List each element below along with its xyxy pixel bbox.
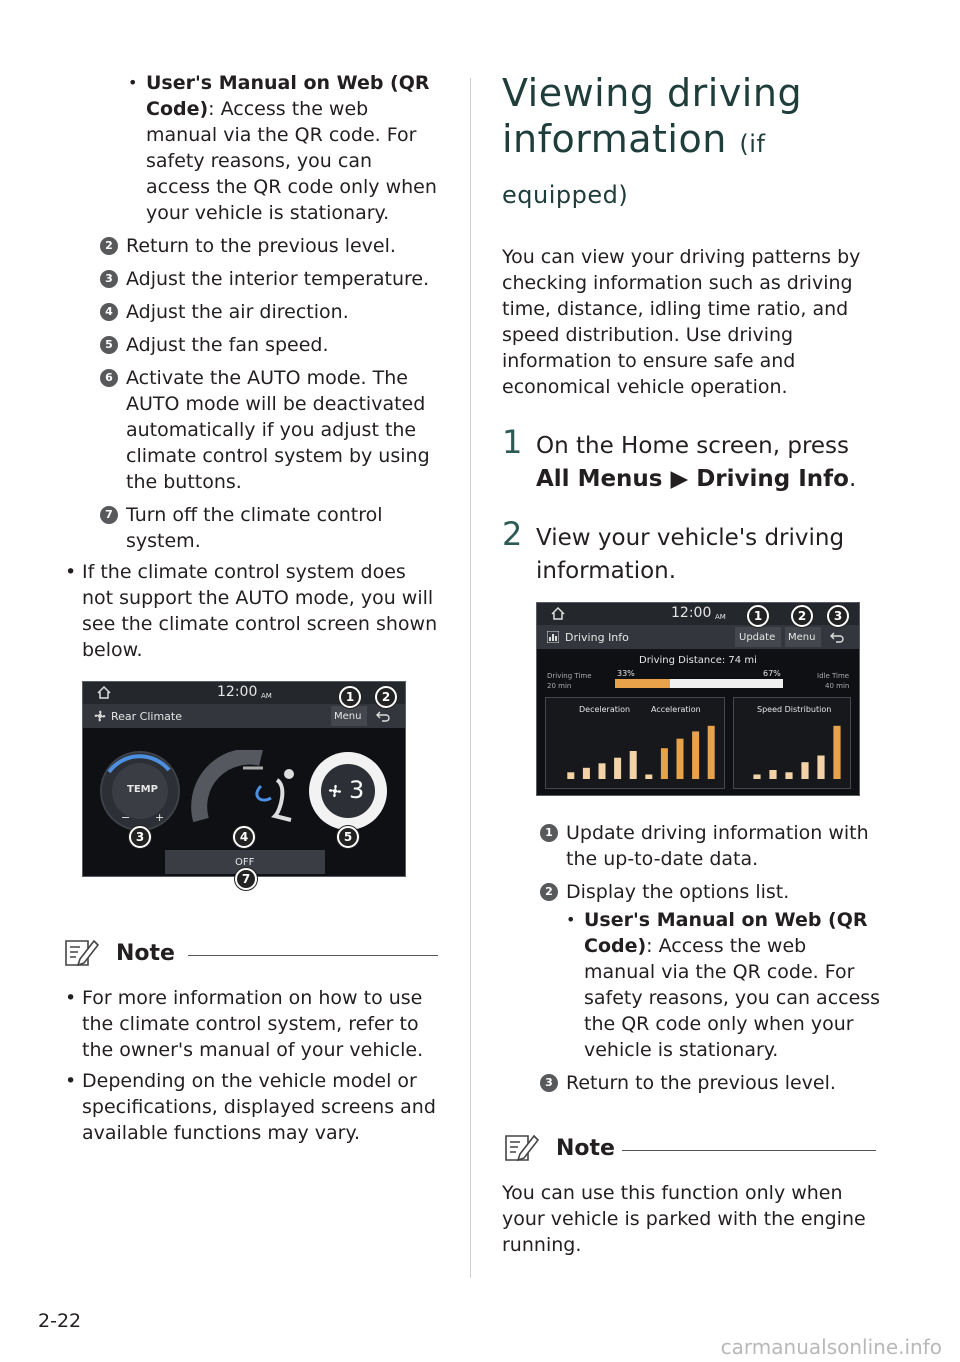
update-label: Update	[739, 632, 776, 643]
item-text: Turn off the climate control system.	[126, 504, 383, 552]
item-text: Update driving information with the up-to-date data.	[566, 822, 869, 870]
item-text: Adjust the air direction.	[126, 301, 349, 323]
chart-bar	[753, 775, 760, 780]
home-icon[interactable]	[97, 686, 111, 699]
chart-bar	[692, 731, 699, 779]
step-period: .	[848, 466, 857, 492]
home-icon[interactable]	[551, 607, 565, 620]
left-column	[62, 70, 440, 1146]
page-number: 2-22	[38, 1310, 82, 1332]
driving-distance: Driving Distance: 74 mi	[639, 655, 757, 666]
title-line-1: Viewing driving	[502, 71, 803, 115]
item-text: Adjust the fan speed.	[126, 334, 329, 356]
fan-speed-icon	[327, 783, 343, 799]
callout-badge: 4	[233, 826, 255, 848]
driving-time-value: 20 min	[547, 682, 572, 690]
callout-badge: 1	[747, 605, 769, 627]
number-badge: 4	[100, 303, 118, 321]
callout-badge: 7	[235, 868, 257, 890]
chart-bar	[599, 763, 606, 779]
chart-icon	[547, 631, 559, 643]
note-rule	[622, 1150, 876, 1151]
list-item	[100, 502, 440, 554]
chart-bar	[817, 756, 824, 780]
back-icon[interactable]	[829, 630, 845, 644]
auto-mode-bullet: • If the climate control system does not support the AUTO mode, you will see the climate control screen shown below.	[62, 559, 440, 663]
note-icon	[62, 935, 100, 969]
list-item	[100, 299, 440, 325]
idle-time-pct: 67%	[763, 669, 781, 678]
list-item	[100, 332, 440, 358]
acceleration-label: Acceleration	[651, 705, 701, 714]
deceleration-label: Deceleration	[579, 705, 631, 714]
temp-plus[interactable]: +	[155, 811, 165, 824]
driving-time-pct: 33%	[617, 669, 635, 678]
item-text: Adjust the interior temperature.	[126, 268, 430, 290]
note-header	[62, 935, 440, 975]
speed-distribution-label: Speed Distribution	[757, 705, 832, 714]
item-text: Return to the previous level.	[126, 235, 396, 257]
menu-label: Menu	[788, 632, 816, 643]
driving-time-fill	[615, 679, 670, 688]
clock-ampm: AM	[715, 613, 726, 621]
list-item	[540, 820, 882, 872]
menu-label: Menu	[334, 711, 362, 722]
note-header	[502, 1130, 882, 1170]
chart-bar	[567, 772, 574, 779]
title-suffix: (if equipped)	[502, 130, 766, 209]
chart-bar	[801, 762, 808, 779]
chart-bar	[708, 726, 715, 779]
fan-speed-dial[interactable]	[307, 750, 389, 832]
speed-chart	[749, 719, 845, 779]
item-text: Activate the AUTO mode. The AUTO mode will be deactivated automatically if you adjust the climate control system by using the buttons.	[126, 367, 430, 493]
number-badge: 1	[540, 824, 558, 842]
list-item	[100, 266, 440, 292]
item-text: Display the options list.	[566, 881, 790, 903]
chart-bar	[769, 770, 776, 779]
acceleration-chart	[563, 719, 719, 779]
chart-bar	[785, 772, 792, 779]
all-menus-label: All Menus	[536, 466, 663, 492]
chart-bar	[833, 726, 840, 779]
arrow-icon: ▶	[662, 466, 697, 492]
web-manual-text: : Access the web manual via the QR code. For safety reasons, you can access the QR code only when your vehicle is stationary.	[584, 935, 881, 1061]
item-text: Return to the previous level.	[566, 1072, 836, 1094]
note-bullet: • For more information on how to use the climate control system, refer to the owner's manual of your vehicle.	[62, 985, 440, 1063]
web-manual-bullet	[564, 907, 882, 1063]
idle-time-value: 40 min	[825, 682, 850, 690]
step-2	[502, 515, 882, 588]
number-badge: 3	[100, 270, 118, 288]
list-item	[100, 233, 440, 259]
number-badge: 2	[540, 883, 558, 901]
web-manual-bullet	[126, 70, 440, 226]
idle-time-label: Idle Time	[817, 672, 850, 680]
list-item	[540, 879, 882, 905]
callout-badge: 3	[129, 826, 151, 848]
fan-icon	[93, 709, 107, 723]
note-title: Note	[116, 941, 175, 966]
clock: 12:00	[217, 684, 258, 700]
number-badge: 3	[540, 1074, 558, 1092]
screen-title: Driving Info	[565, 631, 629, 644]
watermark: carmanualsonline.info	[720, 1335, 942, 1359]
web-manual-text: : Access the web manual via the QR code. For safety reasons, you can access the QR code only when your vehicle is stationary.	[146, 98, 437, 224]
list-item	[100, 365, 440, 495]
callout-badge: 2	[791, 605, 813, 627]
chart-bar	[614, 758, 621, 779]
callout-badge: 5	[337, 826, 359, 848]
note-icon	[502, 1130, 540, 1164]
section-title	[502, 70, 882, 218]
step-1	[502, 423, 882, 496]
number-badge: 5	[100, 336, 118, 354]
list-item	[540, 1070, 882, 1096]
temp-minus[interactable]: −	[121, 811, 131, 824]
step-text: On the Home screen, press	[536, 433, 850, 459]
step-text: View your vehicle's driving information.	[536, 525, 845, 584]
number-badge: 7	[100, 506, 118, 524]
off-label: OFF	[235, 857, 255, 868]
chart-bar	[677, 739, 684, 779]
intro-paragraph: You can view your driving patterns by checking information such as driving time, distance, idling time ratio, and speed distribution. Use driving information to ensure safe and economical vehicle operation.	[502, 246, 861, 398]
fan-level: 3	[349, 776, 365, 804]
clock-ampm: AM	[261, 692, 272, 700]
driving-info-screen	[536, 602, 860, 796]
step-number: 1	[502, 423, 523, 461]
number-badge: 6	[100, 369, 118, 387]
web-manual-bold: User's Manual on Web (QR Code)	[584, 909, 868, 957]
title-line-2: information	[502, 117, 727, 161]
back-icon[interactable]	[375, 709, 391, 723]
screen-title: Rear Climate	[111, 710, 183, 723]
note-text: You can use this function only when your vehicle is parked with the engine running.	[502, 1182, 866, 1256]
callout-badge: 2	[375, 686, 397, 708]
web-manual-bold: User's Manual on Web (QR Code)	[146, 72, 430, 120]
rear-climate-screen	[82, 681, 406, 886]
chart-bar	[630, 751, 637, 779]
note-rule	[188, 955, 438, 956]
chart-bar	[661, 748, 668, 779]
driving-info-label: Driving Info	[696, 466, 849, 492]
chart-bar	[645, 775, 652, 780]
callout-badge: 1	[339, 686, 361, 708]
idle-ratio-bar	[615, 679, 783, 688]
note-bullet: • Depending on the vehicle model or specifications, displayed screens and available functions may vary.	[62, 1068, 440, 1146]
clock: 12:00	[671, 605, 712, 621]
number-badge: 2	[100, 237, 118, 255]
temp-label: TEMP	[127, 784, 158, 795]
step-number: 2	[502, 515, 523, 553]
chart-bar	[583, 768, 590, 779]
note-title: Note	[556, 1136, 615, 1161]
column-divider	[470, 78, 471, 1278]
driving-time-label: Driving Time	[547, 672, 592, 680]
right-column	[502, 70, 882, 1258]
callout-badge: 3	[827, 605, 849, 627]
